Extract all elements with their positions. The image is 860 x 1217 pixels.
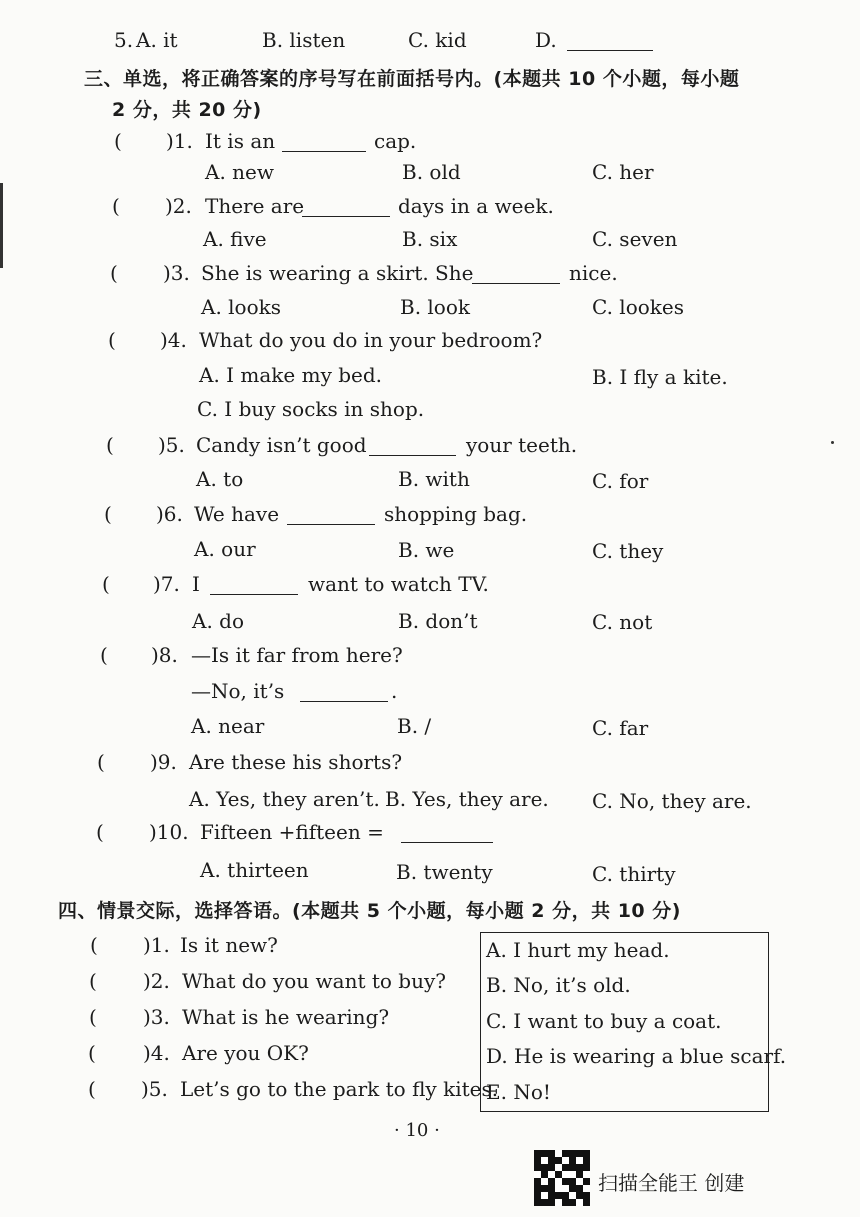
question-text-end: days in a week. xyxy=(398,194,554,218)
option-a: A. to xyxy=(196,467,244,491)
answer-paren: ( xyxy=(90,933,98,957)
question-text-end: shopping bag. xyxy=(384,502,528,526)
answer-choice-b: B. No, it’s old. xyxy=(486,973,631,997)
prev-option-d: D. xyxy=(535,28,557,52)
option-b: B. / xyxy=(397,714,432,738)
answer-blank xyxy=(302,198,390,217)
section-4-title: 四、情景交际，选择答语。(本题共 5 个小题，每小题 2 分，共 10 分) xyxy=(58,900,681,922)
question-number: )5. xyxy=(141,1077,168,1101)
question-number: )8. xyxy=(151,643,178,667)
question-text: What is he wearing? xyxy=(182,1005,390,1029)
scanner-app-credit: 扫描全能王 创建 xyxy=(598,1171,745,1195)
option-b: B. don’t xyxy=(398,609,478,633)
scan-speck xyxy=(831,441,834,444)
question-text: —Is it far from here? xyxy=(191,643,403,667)
question-text: Are you OK? xyxy=(182,1041,309,1065)
question-number: )7. xyxy=(153,572,180,596)
option-c: C. No, they are. xyxy=(592,789,752,813)
option-c: C. far xyxy=(592,716,649,740)
question-number: )6. xyxy=(156,502,183,526)
option-c: C. thirty xyxy=(592,862,676,886)
option-a: A. near xyxy=(191,714,265,738)
option-c: C. seven xyxy=(592,227,678,251)
answer-paren: ( xyxy=(102,572,110,596)
question-text: It is an xyxy=(205,129,276,153)
option-c: C. I buy socks in shop. xyxy=(197,397,425,421)
option-a: A. new xyxy=(205,160,274,184)
option-a: A. five xyxy=(203,227,267,251)
option-b: B. Yes, they are. xyxy=(385,787,549,811)
option-b: B. old xyxy=(402,160,461,184)
answer-blank xyxy=(567,32,653,51)
answer-blank xyxy=(282,133,366,152)
answer-paren: ( xyxy=(89,969,97,993)
section-3-title: 三、单选，将正确答案的序号写在前面括号内。(本题共 10 个小题，每小题 xyxy=(84,68,740,90)
question-number: )2. xyxy=(165,194,192,218)
question-number: )10. xyxy=(149,820,189,844)
dialog-reply-end: . xyxy=(391,679,398,703)
scan-edge-mark xyxy=(0,183,3,268)
section-3-title-cont: 2 分，共 20 分) xyxy=(112,99,262,121)
question-text: I xyxy=(192,572,200,596)
answer-blank xyxy=(401,824,493,843)
dialog-reply: —No, it’s xyxy=(191,679,285,703)
answer-choice-a: A. I hurt my head. xyxy=(486,938,670,962)
option-c: C. for xyxy=(592,469,649,493)
answer-blank xyxy=(369,437,456,456)
question-number: )1. xyxy=(143,933,170,957)
answer-paren: ( xyxy=(97,750,105,774)
option-a: A. do xyxy=(192,609,245,633)
question-number: )9. xyxy=(150,750,177,774)
answer-paren: ( xyxy=(100,643,108,667)
prev-option-c: C. kid xyxy=(408,28,467,52)
option-b: B. with xyxy=(398,467,470,491)
answer-paren: ( xyxy=(112,194,120,218)
answer-paren: ( xyxy=(114,129,122,153)
question-text: Is it new? xyxy=(180,933,278,957)
option-a: A. looks xyxy=(201,295,282,319)
question-text: Candy isn’t good xyxy=(196,433,367,457)
question-text-end: your teeth. xyxy=(466,433,578,457)
question-text: Fifteen +fifteen = xyxy=(200,820,384,844)
answer-paren: ( xyxy=(88,1077,96,1101)
option-c: C. they xyxy=(592,539,664,563)
question-text: There are xyxy=(205,194,305,218)
option-b: B. look xyxy=(400,295,471,319)
question-text: We have xyxy=(194,502,280,526)
question-text: She is wearing a skirt. She xyxy=(201,261,474,285)
option-a: A. I make my bed. xyxy=(199,363,383,387)
answer-paren: ( xyxy=(96,820,104,844)
question-text-end: nice. xyxy=(569,261,618,285)
question-number: )3. xyxy=(163,261,190,285)
answer-blank xyxy=(287,506,375,525)
option-a: A. thirteen xyxy=(200,858,309,882)
option-b: B. six xyxy=(402,227,458,251)
option-a: A. Yes, they aren’t. xyxy=(189,787,380,811)
option-c: C. lookes xyxy=(592,295,685,319)
question-number: )3. xyxy=(143,1005,170,1029)
question-number: )1. xyxy=(166,129,193,153)
question-text: Are these his shorts? xyxy=(189,750,403,774)
option-a: A. our xyxy=(194,537,256,561)
question-text-end: cap. xyxy=(374,129,417,153)
option-b: B. twenty xyxy=(396,860,493,884)
question-text: Let’s go to the park to fly kites. xyxy=(180,1077,499,1101)
page-number: · 10 · xyxy=(394,1120,440,1141)
option-c: C. not xyxy=(592,610,653,634)
option-c: C. her xyxy=(592,160,654,184)
question-text: What do you want to buy? xyxy=(182,969,446,993)
prev-item-number: 5. xyxy=(114,28,134,52)
answer-paren: ( xyxy=(89,1005,97,1029)
question-text-end: want to watch TV. xyxy=(308,572,489,596)
answer-paren: ( xyxy=(106,433,114,457)
answer-choice-d: D. He is wearing a blue scarf. xyxy=(486,1044,787,1068)
answer-paren: ( xyxy=(104,502,112,526)
option-b: B. we xyxy=(398,538,455,562)
answer-blank xyxy=(472,265,560,284)
answer-blank xyxy=(300,683,388,702)
answer-paren: ( xyxy=(108,328,116,352)
answer-choices-box xyxy=(480,932,787,1112)
question-number: )2. xyxy=(143,969,170,993)
answer-paren: ( xyxy=(88,1041,96,1065)
prev-option-b: B. listen xyxy=(262,28,346,52)
question-text: What do you do in your bedroom? xyxy=(199,328,543,352)
answer-choice-c: C. I want to buy a coat. xyxy=(486,1009,722,1033)
prev-option-a: A. it xyxy=(136,28,178,52)
answer-choice-e: E. No! xyxy=(486,1080,551,1104)
answer-paren: ( xyxy=(110,261,118,285)
answer-blank xyxy=(210,576,298,595)
qr-code-icon xyxy=(534,1150,590,1206)
question-number: )5. xyxy=(158,433,185,457)
question-number: )4. xyxy=(160,328,187,352)
option-b: B. I fly a kite. xyxy=(592,365,728,389)
question-number: )4. xyxy=(143,1041,170,1065)
